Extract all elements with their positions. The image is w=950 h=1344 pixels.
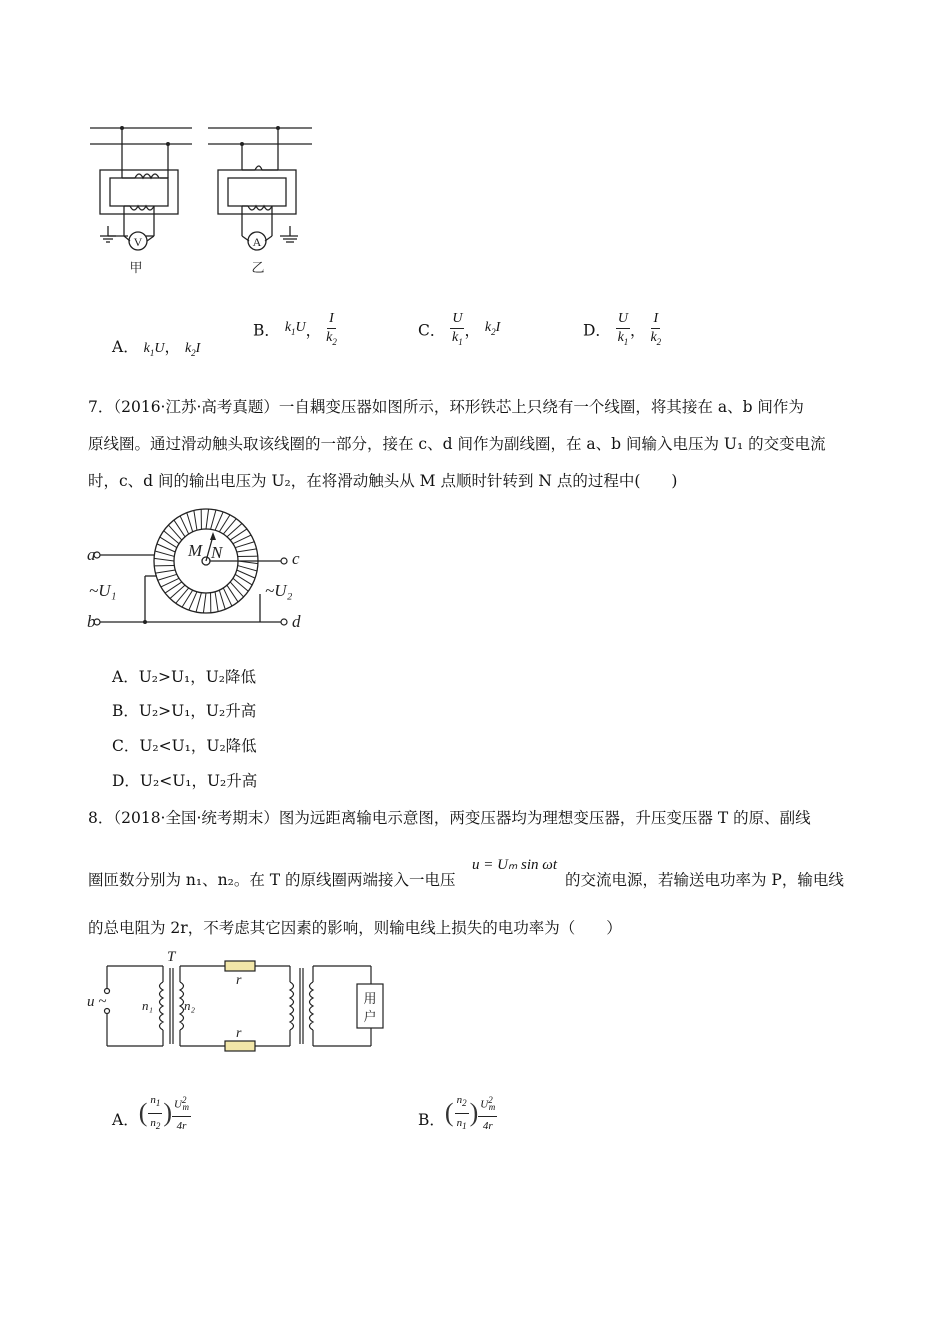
point-n: N bbox=[211, 543, 223, 562]
q8-line-2-post: 的交流电源，若输送电功率为 P，输电线 bbox=[565, 871, 844, 889]
toroid-winding bbox=[196, 593, 201, 612]
toroid-winding bbox=[211, 510, 216, 529]
terminal-d: d bbox=[292, 612, 301, 631]
transformer-figure-jia-yi bbox=[80, 118, 330, 283]
label-user: 用户 bbox=[363, 991, 377, 1024]
q8-line-1: 8．（2018·全国·统考期末）图为远距离输电示意图，两变压器均为理想变压器，升压变压器 T 的原、副线 bbox=[88, 809, 811, 827]
label-t: T bbox=[167, 949, 176, 965]
voltmeter-label: V bbox=[133, 235, 143, 249]
fraction-um-4r: $\frac{U^2_m}{4r}$ bbox=[172, 1091, 191, 1136]
toroid-winding bbox=[155, 551, 174, 556]
q6-option-c[interactable]: C． $\frac{U}{k_1}$ ， $k_2I$ bbox=[418, 310, 500, 360]
q6-option-d[interactable]: D． $\frac{U}{k_1}$ ， $\frac{I}{k_2}$ bbox=[583, 310, 661, 360]
fraction-um-4r: $\frac{U^2_m}{4r}$ bbox=[478, 1091, 497, 1136]
toroid-winding bbox=[155, 570, 175, 573]
toroid-winding bbox=[154, 558, 174, 561]
q7-option-d[interactable]: D．U₂<U₁，U₂升高 bbox=[112, 772, 258, 790]
autotransformer-figure bbox=[85, 498, 315, 638]
label-u1: ~U₁ bbox=[89, 581, 117, 600]
power-transmission-figure bbox=[85, 946, 385, 1056]
toroid-winding bbox=[238, 566, 257, 571]
q7-option-c[interactable]: C．U₂<U₁，U₂降低 bbox=[112, 737, 257, 755]
fraction: $\frac{U}{k_1}$ bbox=[617, 311, 629, 347]
figure-label-jia: 甲 bbox=[129, 260, 143, 275]
fraction: $\frac{I}{k_2}$ bbox=[326, 311, 337, 347]
q7-option-a[interactable]: A．U₂>U₁，U₂降低 bbox=[112, 668, 257, 686]
q8-formula: u = Uₘ sin ωt bbox=[472, 857, 558, 873]
toroid-winding bbox=[223, 519, 236, 534]
toroid-winding bbox=[237, 549, 257, 552]
terminal-a: a bbox=[87, 545, 96, 564]
toroid-winding bbox=[176, 588, 189, 603]
toroid-winding bbox=[164, 531, 179, 544]
q7-option-b[interactable]: B．U₂>U₁，U₂升高 bbox=[112, 702, 257, 720]
q7-line-3: 时，c、d 间的输出电压为 U₂，在将滑动触头从 M 点顺时针转到 N 点的过程中( ) bbox=[88, 472, 678, 490]
fraction: $\frac{I}{k_2}$ bbox=[650, 311, 662, 347]
q8-option-b[interactable]: B． ( $\frac{n_2}{n_1}$ ) $\frac{U^2_m}{4r}$ bbox=[418, 1088, 497, 1138]
toroid-winding bbox=[168, 525, 181, 540]
label-u-source: u ~ bbox=[87, 994, 107, 1010]
q6-option-a[interactable]: A． $k_1U$， $k_2I$ bbox=[112, 338, 201, 358]
ammeter-label: A bbox=[252, 235, 262, 249]
q6-option-b[interactable]: B． $k_1U$， $\frac{I}{k_2}$ bbox=[253, 310, 337, 360]
toroid-winding bbox=[194, 510, 197, 530]
fraction-n1-n2: $\frac{n_1}{n_2}$ bbox=[148, 1091, 162, 1134]
label-n2: n₂ bbox=[184, 998, 196, 1013]
toroid-winding bbox=[206, 509, 209, 529]
label-u2: ~U₂ bbox=[265, 581, 293, 600]
label-n1: n₁ bbox=[142, 998, 154, 1013]
fraction: $\frac{U}{k_1}$ bbox=[452, 311, 463, 347]
q7-line-1: 7．（2016·江苏·高考真题）一自耦变压器如图所示，环形铁芯上只绕有一个线圈，将其接在 a、b 间作为 bbox=[88, 398, 804, 416]
point-m: M bbox=[188, 541, 203, 560]
label-r-top: r bbox=[236, 973, 242, 988]
fraction-n2-n1: $\frac{n_2}{n_1}$ bbox=[455, 1091, 469, 1134]
toroid-winding bbox=[230, 582, 243, 597]
q7-line-2: 原线圈。通过滑动触头取该线圈的一部分，接在 c、d 间作为副线圈，在 a、b 间输入电压为 U₁ 的交变电流 bbox=[88, 435, 826, 453]
toroid-winding bbox=[235, 542, 254, 548]
toroid-winding bbox=[215, 592, 218, 612]
toroid-winding bbox=[170, 585, 185, 598]
toroid-winding bbox=[227, 523, 242, 536]
toroid-winding bbox=[187, 513, 193, 532]
q8-line-3: 的总电阻为 2r，不考虑其它因素的影响，则输电线上损失的电功率为（ ） bbox=[88, 919, 622, 937]
terminal-c: c bbox=[292, 549, 300, 568]
toroid-winding bbox=[233, 578, 248, 591]
figure-label-yi: 乙 bbox=[251, 260, 265, 275]
label-r-bottom: r bbox=[236, 1026, 242, 1041]
q8-option-a[interactable]: A． ( $\frac{n_1}{n_2}$ ) $\frac{U^2_m}{4r}$ bbox=[112, 1088, 191, 1138]
toroid-winding bbox=[219, 590, 225, 609]
q8-line-2-pre: 圈匝数分别为 n₁、n₂。在 T 的原线圈两端接入一电压 bbox=[88, 871, 456, 889]
toroid-winding bbox=[158, 574, 177, 580]
toroid-winding bbox=[203, 593, 206, 613]
terminal-b: b bbox=[87, 612, 96, 631]
